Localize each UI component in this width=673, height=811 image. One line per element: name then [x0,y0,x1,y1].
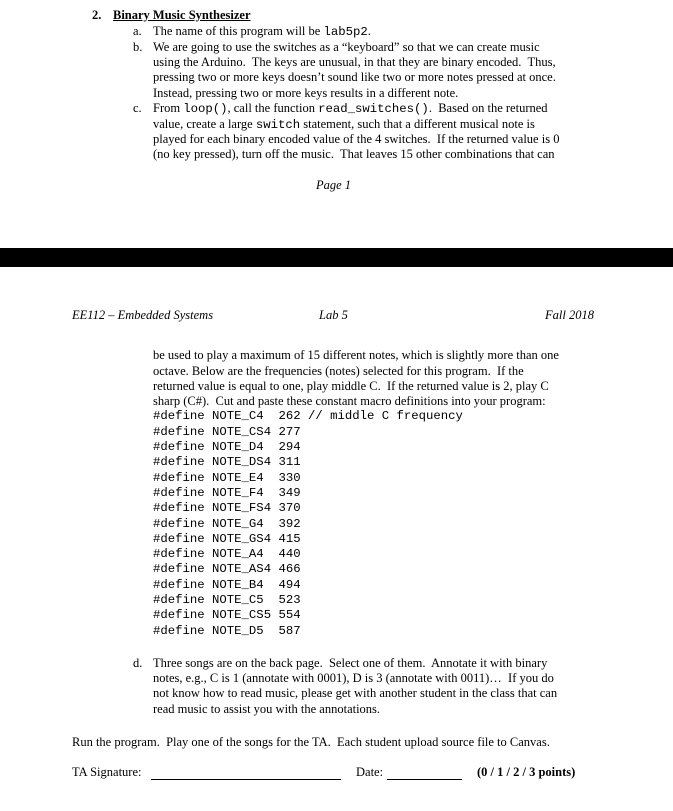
ta-signature-label: TA Signature: [72,765,142,779]
section-title: Binary Music Synthesizer [113,8,251,22]
read-switches-code: read_switches() [318,102,429,116]
date-label: Date: [356,765,384,779]
continuation-line: returned value is equal to one, play middle C. If the returned value is 2, play C [153,379,549,393]
date-line[interactable] [387,779,462,780]
continuation-line: be used to play a maximum of 15 different notes, which is slightly more than one [153,348,559,362]
code-line: #define NOTE_C5 523 [153,593,301,607]
item-c-line: value, create a large switch statement, such that a different musical note is [153,117,535,132]
item-b-line: using the Arduino. The keys are unusual, in that they are binary encoded. Thus, [153,55,556,69]
code-line: #define NOTE_CS4 277 [153,425,301,439]
item-d-label: d. [133,656,143,670]
item-c-label: c. [133,101,142,115]
code-line: #define NOTE_A4 440 [153,547,301,561]
item-b-line: pressing two or more keys doesn’t sound like two or more notes pressed at once. [153,70,556,84]
item-a-text: The name of this program will be lab5p2. [153,24,371,39]
page-footer: Page 1 [316,178,352,192]
continuation-line: octave. Below are the frequencies (notes) selected for this program. If the [153,364,524,378]
loop-code: loop() [183,102,228,116]
page-separator [0,248,673,267]
switch-code: switch [255,118,301,132]
item-d-line: notes, e.g., C is 1 (annotate with 0001), D is 3 (annotate with 0011)… If you do [153,671,554,685]
item-d-line: Three songs are on the back page. Select one of them. Annotate it with binary [153,656,548,670]
ta-signature-line[interactable] [151,779,341,780]
code-line: #define NOTE_C4 262 // middle C frequency [153,409,463,423]
item-c-line: From loop(), call the function read_switches(). Based on the returned [153,101,548,116]
code-line: #define NOTE_D5 587 [153,624,301,638]
header-course: EE112 – Embedded Systems [72,308,214,322]
item-d-line: read music to assist you with the annotations. [153,702,381,716]
item-b-line: Instead, pressing two or more keys results in a different note. [153,86,459,100]
header-term: Fall 2018 [545,308,594,322]
code-line: #define NOTE_F4 349 [153,486,301,500]
item-b-label: b. [133,40,143,54]
code-line: #define NOTE_D4 294 [153,440,301,454]
points-label: (0 / 1 / 2 / 3 points) [477,765,576,779]
code-line: #define NOTE_E4 330 [153,471,301,485]
item-b-line: We are going to use the switches as a “keyboard” so that we can create music [153,40,540,54]
code-line: #define NOTE_GS4 415 [153,532,301,546]
run-instruction: Run the program. Play one of the songs for the TA. Each student upload source file to Canvas. [72,735,550,749]
header-lab: Lab 5 [319,308,348,322]
code-line: #define NOTE_G4 392 [153,517,301,531]
code-line: #define NOTE_AS4 466 [153,562,301,576]
item-d-line: not know how to read music, please get with another student in the class that can [153,686,558,700]
code-line: #define NOTE_FS4 370 [153,501,301,515]
code-line: #define NOTE_DS4 311 [153,455,301,469]
continuation-line: sharp (C#). Cut and paste these constant macro definitions into your program: [153,394,546,408]
item-c-line: (no key pressed), turn off the music. That leaves 15 other combinations that can [153,147,555,161]
item-a-label: a. [133,24,142,38]
code-line: #define NOTE_B4 494 [153,578,301,592]
section-number: 2. [92,8,102,22]
code-line: #define NOTE_CS5 554 [153,608,301,622]
program-name-code: lab5p2 [323,25,368,39]
item-c-line: played for each binary encoded value of the 4 switches. If the returned value is 0 [153,132,560,146]
